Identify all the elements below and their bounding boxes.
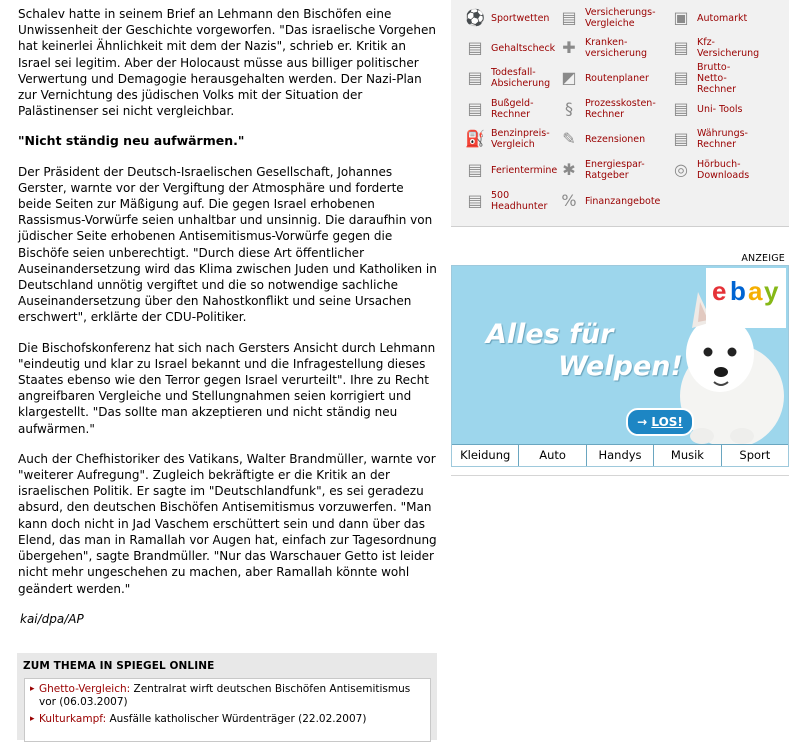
related-article-text[interactable]: Ausfälle katholischer Würdenträger (22.02.2007)	[106, 713, 367, 725]
document-icon: ▤	[467, 160, 483, 179]
related-article-keyword[interactable]: Kulturkampf:	[39, 713, 107, 725]
service-link-label[interactable]: Todesfall- Absicherung	[491, 67, 551, 89]
service-link-label[interactable]: Finanzangebote	[585, 196, 661, 207]
ad-headline-line1: Alles für	[486, 319, 614, 350]
ad-category-musik[interactable]: Musik	[654, 445, 721, 466]
bandage-icon: ✚	[562, 38, 576, 57]
service-link-währungs-rechner[interactable]	[671, 125, 779, 157]
service-link-label[interactable]: Benzinpreis- Vergleich	[491, 128, 550, 150]
map-icon: ◩	[561, 68, 577, 87]
service-link-label[interactable]: Kranken- versicherung	[585, 37, 648, 59]
document-icon: ▤	[673, 68, 689, 87]
service-link-hörbuch-downloads[interactable]	[671, 156, 779, 188]
ad-category-handys[interactable]: Handys	[587, 445, 654, 466]
service-link-label[interactable]: Währungs- Rechner	[697, 128, 748, 150]
article-paragraph: Auch der Chefhistoriker des Vatikans, Walter Brandmüller, warnte vor "weiterer Aufregung". Zugleich bekräftigte er die Kritik an der israelischen Politik. Er sagte im "Deutschlandfunk", es sei geradezu absurd, den deutschen Bischöfen Antisemitismus vorzuwerfen. "Man kann doch nicht in Jad Vaschem erschüttert sein und dann über das Elend, das man in Ramallah vor Augen hat, einfach zur Tagesordnung übergehen", sagte Brandmüller. "Nur das Warschauer Getto ist leider nicht mehr ungeschehen zu machen, aber Ramallah könnte wohl geändert werden."	[18, 451, 437, 596]
article-body	[18, 0, 438, 627]
service-link-label[interactable]: Gehaltscheck	[491, 43, 556, 54]
document-icon: ▤	[673, 99, 689, 118]
service-link-label[interactable]: Routenplaner	[585, 73, 649, 84]
ad-category-auto[interactable]: Auto	[519, 445, 586, 466]
related-articles-list	[24, 678, 431, 742]
service-link-label[interactable]: Prozesskosten- Rechner	[585, 98, 656, 120]
related-article-text[interactable]: Zentralrat wirft deutschen Bischöfen Antisemitismus vor (06.03.2007)	[39, 683, 411, 708]
service-link-routenplaner[interactable]	[559, 64, 667, 96]
ebay-ad-banner[interactable]	[451, 265, 789, 467]
service-link-label[interactable]: Kfz- Versicherung	[697, 37, 760, 59]
service-link-gehaltscheck[interactable]	[465, 34, 573, 66]
service-link-ferientermine[interactable]	[465, 156, 573, 188]
document-icon: ▤	[673, 38, 689, 57]
soccer-ball-icon: ⚽	[465, 8, 485, 27]
related-article-keyword[interactable]: Ghetto-Vergleich:	[39, 683, 131, 695]
arrow-right-icon: ▸	[30, 684, 35, 694]
arrow-right-icon: ▸	[30, 714, 35, 724]
service-link-bußgeld-rechner[interactable]	[465, 95, 573, 127]
ad-label: ANZEIGE	[741, 253, 785, 264]
service-link-label[interactable]: Automarkt	[697, 13, 748, 24]
headphones-icon: ◎	[674, 160, 688, 179]
service-link-todesfall-absicherung[interactable]	[465, 64, 573, 96]
arrow-right-icon: →	[637, 415, 652, 429]
service-link-benzinpreis-vergleich[interactable]	[465, 125, 573, 157]
fuel-pump-icon: ⛽	[465, 129, 485, 148]
related-article-link[interactable]	[25, 713, 430, 726]
service-link-label[interactable]: Sportwetten	[491, 13, 550, 24]
lightbulb-icon: ✱	[562, 160, 576, 179]
services-panel	[451, 0, 789, 227]
ad-category-bar	[452, 444, 788, 466]
document-icon: ▤	[561, 8, 577, 27]
related-articles-box	[17, 653, 437, 740]
service-link-prozesskosten-rechner[interactable]	[559, 95, 667, 127]
related-article-link[interactable]	[25, 683, 430, 709]
percent-icon: %	[561, 191, 577, 210]
paragraph-icon: §	[565, 99, 573, 118]
article-paragraph: Die Bischofskonferenz hat sich nach Gersters Ansicht durch Lehmann "eindeutig und klar zu Israel bekannt und die Infragestellung dieses Staates ebenso wie den Terror gegen Israel verurteilt". Ihre zu Recht angreifbaren Vergleiche und Stellungnahmen seien korrigiert und klargestellt. "Das sollte man akzeptieren und nicht ständig neu aufwärmen."	[18, 340, 436, 436]
car-icon: ▣	[673, 8, 689, 27]
sidebar-divider	[451, 475, 789, 476]
service-link-finanzangebote[interactable]	[559, 187, 667, 219]
service-link-kranken-versicherung[interactable]	[559, 34, 667, 66]
service-link-automarkt[interactable]	[671, 4, 779, 36]
document-icon: ▤	[467, 99, 483, 118]
service-link-versicherungs-vergleiche[interactable]	[559, 4, 667, 36]
service-link-rezensionen[interactable]	[559, 125, 667, 157]
service-link-label[interactable]: Uni- Tools	[697, 104, 743, 115]
service-link-brutto-netto-rechner[interactable]	[671, 64, 779, 96]
ad-headline	[486, 319, 683, 383]
related-articles-title: ZUM THEMA IN SPIEGEL ONLINE	[23, 660, 215, 672]
article-paragraph: Schalev hatte in seinem Brief an Lehmann den Bischöfen eine Unwissenheit der Geschichte vorgeworfen. "Das israelische Vorgehen hat keinerlei Ähnlichkeit mit dem der Nazis", schrieb er. Kritik an Israel sei legitim. Aber der Holocaust müsse aus billiger politischer Verwertung und Demagogie herausgehalten werden. Der Nazi-Plan zur Vernichtung des jüdischen Volks mit der Situation der Palästinenser sei nicht vergleichbar.	[18, 7, 436, 119]
service-link-label[interactable]: Hörbuch- Downloads	[697, 159, 750, 181]
service-link-label[interactable]: Ferientermine	[491, 165, 558, 176]
service-link-label[interactable]: Rezensionen	[585, 134, 646, 145]
document-icon: ▤	[467, 38, 483, 57]
ebay-logo: e b a y	[706, 268, 786, 328]
document-icon: ▤	[467, 68, 483, 87]
service-link-label[interactable]: Brutto- Netto- Rechner	[697, 62, 737, 95]
ad-category-kleidung[interactable]: Kleidung	[452, 445, 519, 466]
ad-go-button[interactable]: → LOS!	[626, 408, 694, 436]
service-link-label[interactable]: Versicherungs- Vergleiche	[585, 7, 656, 29]
ad-category-sport[interactable]: Sport	[739, 448, 771, 462]
service-link-label[interactable]: Energiespar- Ratgeber	[585, 159, 645, 181]
article-subheading: "Nicht ständig neu aufwärmen."	[18, 133, 245, 149]
document-icon: ▤	[467, 191, 483, 210]
ad-headline-line2: Welpen!	[558, 351, 683, 382]
service-link-500-headhunter[interactable]	[465, 187, 573, 219]
service-link-label[interactable]: Bußgeld- Rechner	[491, 98, 534, 120]
service-link-label[interactable]: 500 Headhunter	[491, 190, 548, 212]
pen-icon: ✎	[562, 129, 576, 148]
document-icon: ▤	[673, 129, 689, 148]
ad-image-area[interactable]	[452, 266, 788, 444]
article-source: kai/dpa/AP	[20, 611, 84, 626]
article-paragraph: Der Präsident der Deutsch-Israelischen Gesellschaft, Johannes Gerster, warnte vor der Vergiftung der Atmosphäre und forderte beide Seiten zur Mäßigung auf. Die gegen Israel erhobenen Rassismus-Vorwürfe seien unhaltbar und unsinnig. Die daraufhin von jüdischer Seite erhobenen Antisemitismus-Vorwürfe gegen die Bischöfe seien unberechtigt. "Durch diese Art öffentlicher Auseinandersetzung wird das Klima zwischen Juden und Katholiken in Deutschland unnötig vergiftet und die so notwendige sachliche Auseinandersetzung über den Nahostkonflikt und seine Ursachen erschwert", erklärte der CDU-Politiker.	[18, 164, 437, 325]
service-link-sportwetten[interactable]	[465, 4, 573, 36]
service-link-energiespar-ratgeber[interactable]	[559, 156, 667, 188]
service-link-uni-tools[interactable]	[671, 95, 779, 127]
